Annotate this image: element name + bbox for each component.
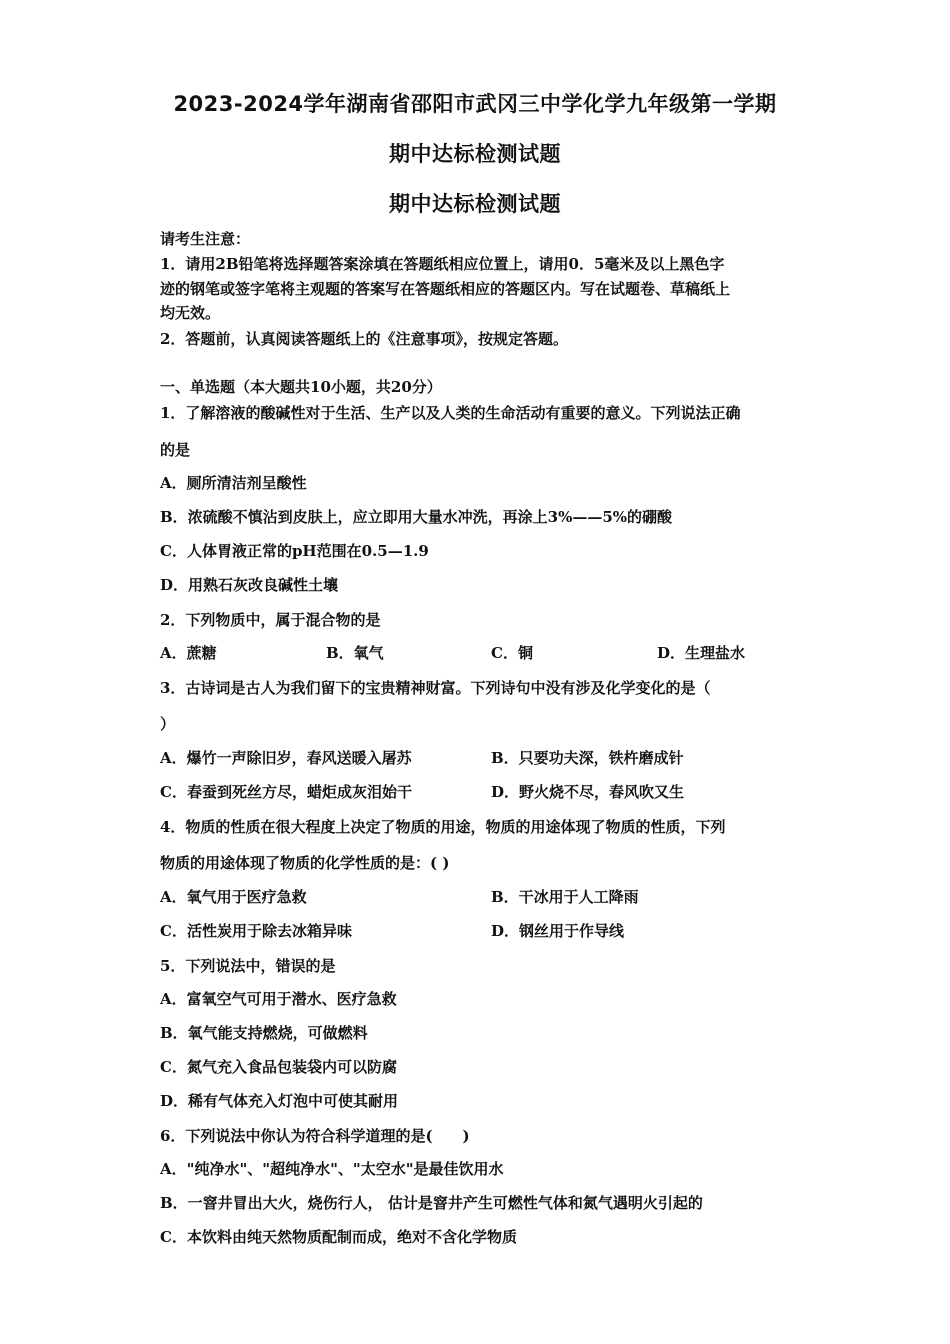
- section-heading: 一、单选题（本大题共10小题，共20分）: [160, 378, 442, 396]
- exam-title: 2023-2024学年湖南省邵阳市武冈三中学化学九年级第一学期: [173, 92, 777, 116]
- q6-option-b: B．一窨井冒出大火，烧伤行人， 估计是窨井产生可燃性气体和氮气遇明火引起的: [160, 1194, 703, 1212]
- exam-subtitle: 期中达标检测试题: [389, 142, 561, 166]
- q4-option-b: B．干冰用于人工降雨: [491, 888, 639, 906]
- q4-option-c: C．活性炭用于除去冰箱异味: [160, 922, 352, 940]
- q3-stem-line-2: ）: [160, 715, 176, 733]
- notice-item-1-line-1: 1．请用2B铅笔将选择题答案涂填在答题纸相应位置上，请用0．5毫米及以上黑色字: [160, 255, 725, 273]
- q6-stem: 6．下列说法中你认为符合科学道理的是( ): [160, 1127, 470, 1145]
- q4-stem-line-1: 4．物质的性质在很大程度上决定了物质的用途，物质的用途体现了物质的性质，下列: [160, 818, 726, 836]
- q2-stem: 2．下列物质中，属于混合物的是: [160, 611, 381, 629]
- q3-stem-line-1: 3．古诗词是古人为我们留下的宝贵精神财富。下列诗句中没有涉及化学变化的是（: [160, 679, 711, 697]
- q5-option-d: D．稀有气体充入灯泡中可使其耐用: [160, 1092, 399, 1110]
- notice-item-1-line-3: 均无效。: [160, 304, 221, 322]
- q4-stem-line-2: 物质的用途体现了物质的化学性质的是：( ): [160, 854, 450, 872]
- q1-stem-line-2: 的是: [160, 441, 191, 459]
- q1-option-c: C．人体胃液正常的pH范围在0.5—1.9: [160, 542, 429, 560]
- q3-option-a: A．爆竹一声除旧岁，春风送暖入屠苏: [160, 749, 412, 767]
- q1-option-a: A．厕所清洁剂呈酸性: [160, 474, 307, 492]
- q5-stem: 5．下列说法中，错误的是: [160, 957, 336, 975]
- q3-option-d: D．野火烧不尽，春风吹又生: [491, 783, 685, 801]
- q4-option-a: A．氧气用于医疗急救: [160, 888, 307, 906]
- q1-option-b: B．浓硫酸不慎沾到皮肤上，应立即用大量水冲洗，再涂上3%——5%的硼酸: [160, 508, 673, 526]
- q5-option-a: A．富氧空气可用于潜水、医疗急救: [160, 990, 397, 1008]
- q2-option-d: D．生理盐水: [657, 644, 746, 662]
- notice-item-1-line-2: 迹的钢笔或签字笔将主观题的答案写在答题纸相应的答题区内。写在试题卷、草稿纸上: [160, 280, 731, 298]
- q5-option-b: B．氧气能支持燃烧，可做燃料: [160, 1024, 368, 1042]
- q1-stem-line-1: 1．了解溶液的酸碱性对于生活、生产以及人类的生命活动有重要的意义。下列说法正确: [160, 404, 741, 422]
- q3-option-c: C．春蚕到死丝方尽，蜡炬成灰泪始干: [160, 783, 412, 801]
- notice-heading: 请考生注意：: [160, 230, 251, 248]
- q2-option-a: A．蔗糖: [160, 644, 217, 662]
- q6-option-c: C．本饮料由纯天然物质配制而成，绝对不含化学物质: [160, 1228, 517, 1246]
- q1-option-d: D．用熟石灰改良碱性土壤: [160, 576, 339, 594]
- exam-subtitle-repeat: 期中达标检测试题: [389, 192, 561, 216]
- q5-option-c: C．氮气充入食品包装袋内可以防腐: [160, 1058, 397, 1076]
- notice-item-2: 2．答题前，认真阅读答题纸上的《注意事项》，按规定答题。: [160, 330, 568, 348]
- q4-option-d: D．钢丝用于作导线: [491, 922, 625, 940]
- q2-option-b: B．氧气: [326, 644, 384, 662]
- q2-option-c: C．铜: [491, 644, 533, 662]
- q6-option-a: A．"纯净水"、"超纯净水"、"太空水"是最佳饮用水: [160, 1160, 504, 1178]
- q3-option-b: B．只要功夫深，铁杵磨成针: [491, 749, 684, 767]
